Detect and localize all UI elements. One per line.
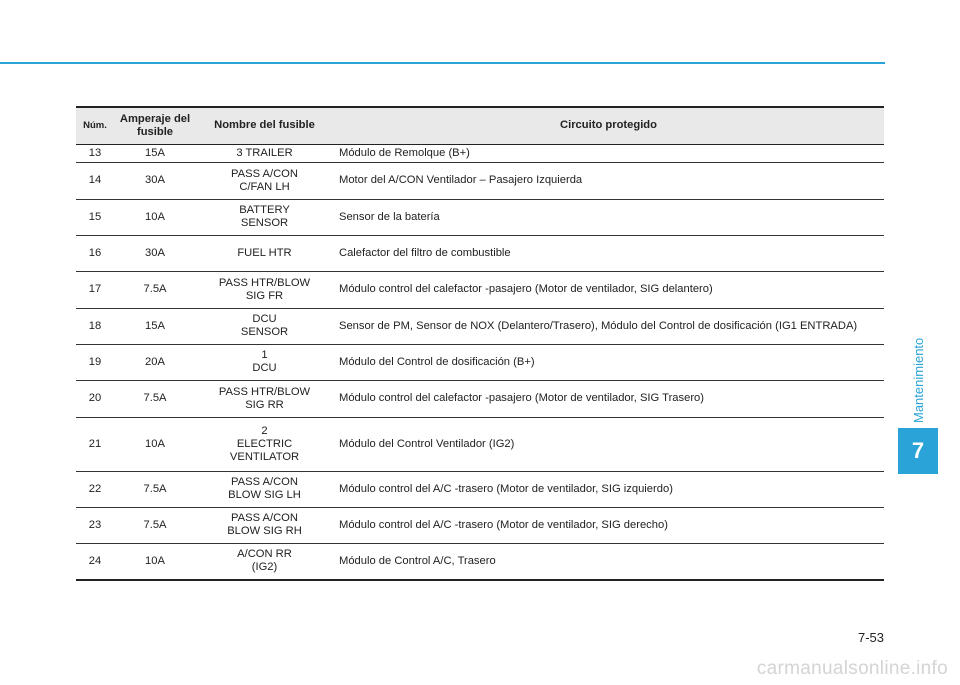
cell-fuse-name: PASS A/CON C/FAN LH (196, 162, 333, 199)
cell-amp: 10A (114, 417, 196, 471)
cell-amp: 10A (114, 199, 196, 235)
cell-fuse-name: DCU SENSOR (196, 308, 333, 344)
table-row (76, 199, 884, 235)
cell-amp: 20A (114, 344, 196, 380)
watermark: carmanualsonline.info (756, 658, 948, 679)
cell-fuse-name: 1 DCU (196, 344, 333, 380)
cell-circuit: Módulo control del calefactor -pasajero (Motor de ventilador, SIG delantero) (333, 271, 884, 308)
cell-fuse-name: A/CON RR (IG2) (196, 543, 333, 580)
cell-amp: 7.5A (114, 507, 196, 543)
side-tab-label: Mantenimiento (911, 337, 926, 423)
cell-fuse-name: 3 TRAILER (196, 144, 333, 162)
table-row (76, 543, 884, 580)
cell-circuit: Calefactor del filtro de combustible (333, 235, 884, 271)
cell-circuit: Motor del A/CON Ventilador – Pasajero Izquierda (333, 162, 884, 199)
table-row (76, 471, 884, 507)
cell-fuse-name: PASS A/CON BLOW SIG RH (196, 507, 333, 543)
cell-num: 17 (76, 271, 114, 308)
cell-num: 23 (76, 507, 114, 543)
cell-num: 16 (76, 235, 114, 271)
header-num: Núm. (76, 107, 114, 144)
table-row (76, 235, 884, 271)
fuse-table (76, 106, 884, 581)
table-row (76, 144, 884, 162)
table-header-row (76, 107, 884, 144)
cell-circuit: Módulo control del calefactor -pasajero (Motor de ventilador, SIG Trasero) (333, 380, 884, 417)
cell-circuit: Módulo de Control A/C, Trasero (333, 543, 884, 580)
cell-circuit: Módulo del Control de dosificación (B+) (333, 344, 884, 380)
cell-circuit: Módulo del Control Ventilador (IG2) (333, 417, 884, 471)
cell-amp: 7.5A (114, 471, 196, 507)
cell-amp: 10A (114, 543, 196, 580)
cell-num: 24 (76, 543, 114, 580)
table-row (76, 380, 884, 417)
cell-fuse-name: BATTERY SENSOR (196, 199, 333, 235)
top-accent-rule (0, 62, 885, 64)
header-name: Nombre del fusible (196, 107, 333, 144)
table-row (76, 507, 884, 543)
cell-num: 15 (76, 199, 114, 235)
cell-num: 18 (76, 308, 114, 344)
cell-fuse-name: PASS A/CON BLOW SIG LH (196, 471, 333, 507)
table-row (76, 417, 884, 471)
cell-amp: 30A (114, 235, 196, 271)
cell-circuit: Módulo control del A/C -trasero (Motor de ventilador, SIG derecho) (333, 507, 884, 543)
cell-num: 19 (76, 344, 114, 380)
cell-circuit: Módulo control del A/C -trasero (Motor de ventilador, SIG izquierdo) (333, 471, 884, 507)
header-amp: Amperaje del fusible (114, 107, 196, 144)
table-row (76, 344, 884, 380)
cell-num: 22 (76, 471, 114, 507)
cell-fuse-name: PASS HTR/BLOW SIG FR (196, 271, 333, 308)
page-number: 7-53 (857, 630, 884, 645)
cell-amp: 30A (114, 162, 196, 199)
table-row (76, 308, 884, 344)
chapter-number-badge: 7 (898, 428, 938, 474)
cell-fuse-name: FUEL HTR (196, 235, 333, 271)
cell-amp: 7.5A (114, 380, 196, 417)
table-row (76, 162, 884, 199)
cell-num: 14 (76, 162, 114, 199)
cell-num: 13 (76, 144, 114, 162)
cell-amp: 15A (114, 308, 196, 344)
table-row (76, 271, 884, 308)
cell-circuit: Módulo de Remolque (B+) (333, 144, 884, 162)
cell-fuse-name: 2 ELECTRIC VENTILATOR (196, 417, 333, 471)
cell-amp: 15A (114, 144, 196, 162)
header-circuit: Circuito protegido (333, 107, 884, 144)
cell-num: 21 (76, 417, 114, 471)
cell-fuse-name: PASS HTR/BLOW SIG RR (196, 380, 333, 417)
cell-num: 20 (76, 380, 114, 417)
cell-circuit: Sensor de PM, Sensor de NOX (Delantero/Trasero), Módulo del Control de dosificación (IG1 ENTRADA) (333, 308, 884, 344)
cell-circuit: Sensor de la batería (333, 199, 884, 235)
cell-amp: 7.5A (114, 271, 196, 308)
